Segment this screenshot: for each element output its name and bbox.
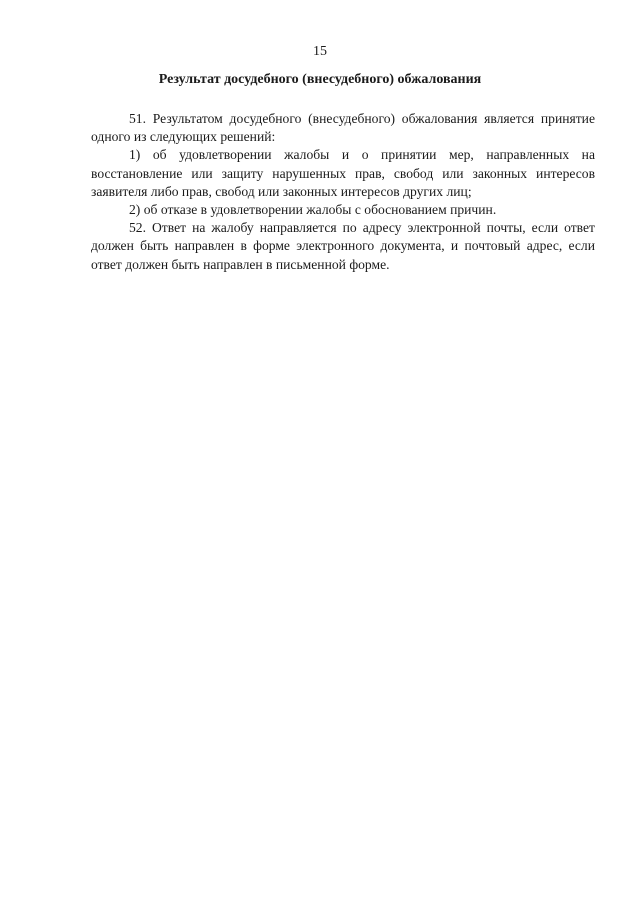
section-title: Результат досудебного (внесудебного) обжалования (158, 72, 482, 87)
paragraph-51-item-1: 1) об удовлетворении жалобы и о принятии мер, направленных на восстановление или защиту нарушенных прав, свобод или законных интересов заявителя либо прав, свобод или законных интересов других лиц; (91, 147, 595, 199)
paragraph-52: 52. Ответ на жалобу направляется по адресу электронной почты, если ответ должен быть направлен в форме электронного документа, и почтовый адрес, если ответ должен быть направлен в письменной форме. (91, 220, 595, 272)
document-body (91, 110, 595, 274)
paragraph-51-item-2: 2) об отказе в удовлетворении жалобы с обоснованием причин. (129, 202, 497, 218)
paragraph-51: 51. Результатом досудебного (внесудебного) обжалования является принятие одного из следующих решений: (91, 111, 595, 145)
page-number: 15 (313, 44, 327, 59)
